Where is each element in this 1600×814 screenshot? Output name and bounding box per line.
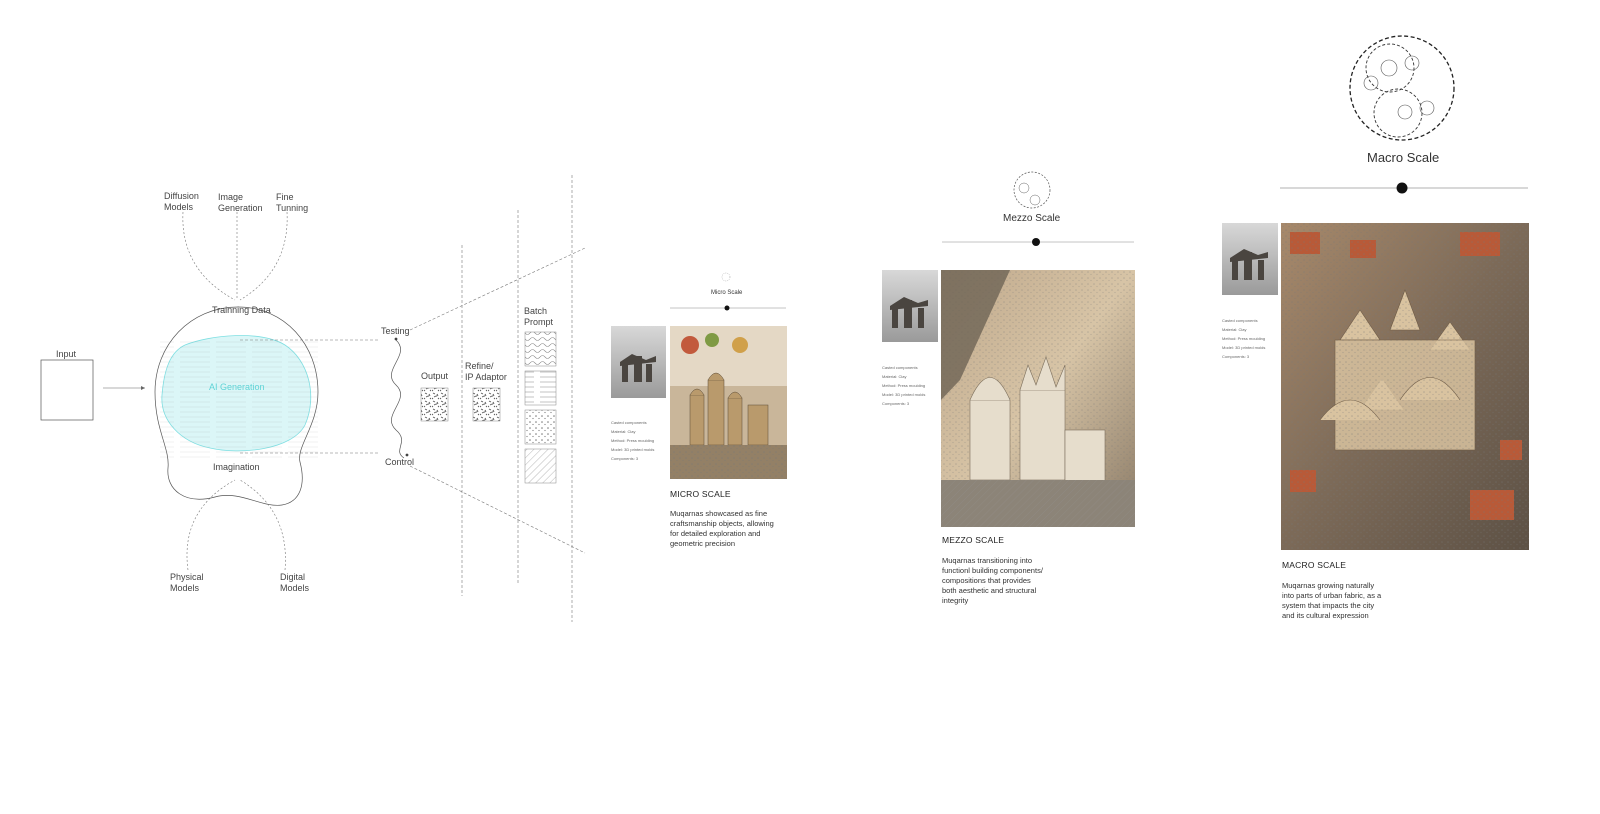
source-image-generation-label: Image Generation [218, 192, 263, 213]
mezzo-scale-title: Mezzo Scale [1003, 213, 1061, 224]
micro-meta: Casted components Material: Clay Method: Press moulding Model: 3D printed molds Components: 3 [611, 420, 655, 461]
batch-sample-2 [525, 371, 556, 405]
mezzo-caption-title: MEZZO SCALE [942, 535, 1005, 545]
macro-scale-title: Macro Scale [1367, 150, 1440, 165]
micro-scale-title: Micro Scale [711, 290, 743, 296]
input-label: Input [56, 349, 77, 359]
micro-scale-marker [725, 306, 730, 311]
source-physical-label: Physical Models [170, 572, 204, 593]
output-sample [421, 388, 448, 421]
output-label: Output [421, 371, 449, 381]
source-fine-tuning-label: Fine Tunning [276, 192, 309, 213]
testing-control-curve [391, 340, 404, 458]
macro-scale-marker [1397, 183, 1408, 194]
refine-sample [473, 388, 500, 421]
input-box [41, 360, 93, 420]
source-curves-top [183, 212, 287, 300]
imagination-label: Imagination [213, 462, 260, 472]
macro-caption-text: Muqarnas growing naturally into parts of urban fabric, as a system that impacts the city and its cultural expression [1282, 581, 1382, 620]
macro-meta: Casted components Material: Clay Method: Press moulding Model: 3D printed molds Components: 3 [1222, 318, 1266, 359]
control-label: Control [385, 457, 415, 467]
mezzo-meta: Casted components Material: Clay Method: Press moulding Model: 3D printed molds Components: 3 [882, 365, 926, 406]
mezzo-scale-marker [1032, 238, 1040, 246]
batch-sample-4 [525, 449, 556, 483]
batch-sample-3 [525, 410, 556, 444]
batch-prompt-label: Batch Prompt [524, 306, 554, 327]
ai-generation-label: AI Generation [209, 382, 265, 392]
macro-scale-icon [1350, 36, 1454, 140]
batch-sample-1 [525, 332, 556, 366]
micro-caption-title: MICRO SCALE [670, 489, 731, 499]
macro-caption-title: MACRO SCALE [1282, 560, 1347, 570]
mezzo-caption-text: Muqarnas transitioning into functionl building components/ compositions that provides both aesthetic and structural integrity [942, 556, 1043, 605]
source-curves-bottom [187, 480, 285, 570]
testing-label: Testing [381, 326, 410, 336]
source-digital-label: Digital Models [280, 572, 310, 593]
training-data-label: Trainning Data [212, 305, 271, 315]
micro-scale-icon [722, 273, 730, 281]
source-diffusion-label: Diffusion Models [164, 191, 199, 212]
refine-label: Refine/ IP Adaptor [465, 361, 507, 382]
micro-caption-text: Muqarnas showcased as fine craftsmanship objects, allowing for detailed exploration and geometric precision [670, 509, 774, 548]
